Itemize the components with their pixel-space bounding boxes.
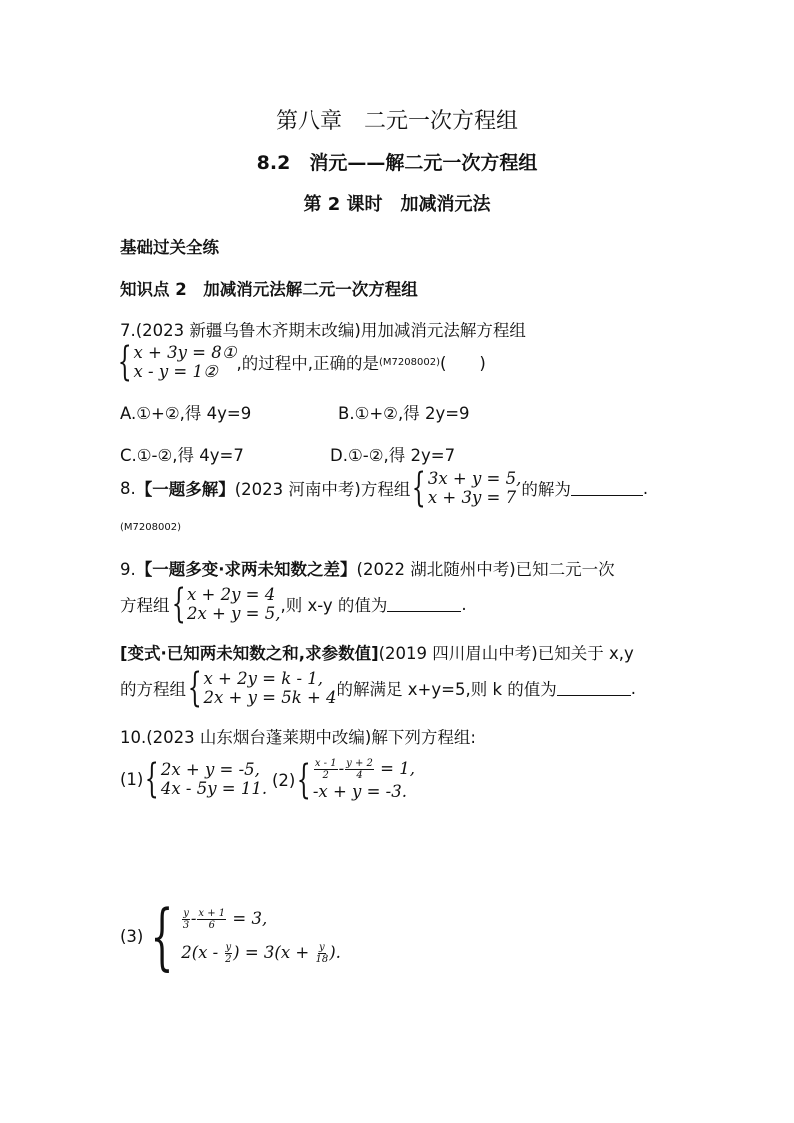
q9-prefix: 9.	[120, 560, 136, 579]
lesson-title: 第 2 课时 加减消元法	[303, 194, 491, 215]
q9-system	[170, 581, 281, 627]
q10-part1-eq2: 4x - 5y = 11.	[160, 779, 268, 798]
q9-stem: (2022 湖北随州中考)已知二元一次	[356, 560, 615, 579]
q9-line1	[120, 556, 615, 580]
q8-tag: 【一题多解】	[135, 480, 235, 499]
q7-option-d: D.①-②,得 2y=7	[330, 446, 456, 465]
q10-part3-system	[143, 894, 341, 978]
section-title: 8.2 消元——解二元一次方程组	[256, 152, 538, 174]
q10-part3-brace: {	[150, 894, 174, 978]
q9-after: ,则 x-y 的值为	[280, 596, 388, 615]
q10-part3-eq2-d: (x +	[274, 943, 315, 962]
q10-part3-frac1-den: 3	[182, 920, 190, 931]
q8-prefix: 8.	[120, 478, 136, 498]
q9-variant-eq2: 2x + y = 5k + 4	[203, 688, 337, 707]
q9-eq2: 2x + y = 5,	[186, 604, 281, 623]
q9-variant-line2	[120, 666, 636, 710]
q7-option-a: A.①+②,得 4y=9	[120, 404, 252, 423]
q9-tag: 【一题多变·求两未知数之差】	[135, 560, 357, 579]
q8-answer-blank[interactable]	[571, 481, 643, 496]
q7-option-c: C.①-②,得 4y=7	[120, 446, 244, 465]
q10-part3-eq2-c: ) = 3	[233, 943, 275, 962]
q10-part3-frac2-den: 6	[208, 920, 215, 931]
q10-stem: 10.(2023 山东烟台蓬莱期中改编)解下列方程组:	[120, 728, 476, 747]
q9-answer-blank[interactable]	[387, 597, 461, 612]
q7-option-b: B.①+②,得 2y=9	[338, 404, 470, 423]
q7-eq1: x + 3y = 8①	[133, 343, 237, 362]
q10-part2-frac1-num: x - 1	[314, 757, 337, 769]
q10-part3-frac2-num: x + 1	[198, 908, 226, 919]
practice-title: 基础过关全练	[120, 238, 219, 257]
q7-code: (M7208002)	[379, 356, 440, 368]
q7-paren: ( )	[439, 354, 486, 373]
q10-part2-eq1-rest: = 1,	[374, 758, 415, 778]
q10-part3-label: (3)	[120, 926, 144, 946]
chapter-title: 第八章 二元一次方程组	[275, 109, 518, 134]
q10-part3	[120, 894, 341, 978]
q9-variant-system	[186, 665, 337, 711]
q10-part1-eq1: 2x + y = -5,	[160, 760, 260, 779]
q10-part3-frac3-num: y	[225, 942, 232, 953]
q10-part1-brace: {	[145, 756, 160, 802]
q9-variant-stem: (2019 四川眉山中考)已知关于 x,y	[378, 644, 634, 663]
q9-variant-answer-blank[interactable]	[557, 681, 631, 696]
q8-after: 的解为	[521, 480, 571, 499]
q7-system	[116, 339, 237, 385]
q9-variant-end: .	[630, 678, 636, 698]
q9-eq1: x + 2y = 4	[186, 585, 276, 604]
q9-variant-line1	[120, 640, 634, 664]
q10-part1	[120, 756, 267, 802]
q10-part2-frac1-den: 2	[322, 769, 329, 781]
knowledge-point: 知识点 2 加减消元法解二元一次方程组	[120, 280, 418, 299]
q7-eq2: x - y = 1②	[133, 362, 218, 381]
q7-brace: {	[117, 339, 132, 385]
q9-stem2: 方程组	[120, 596, 170, 615]
q9-variant-brace: {	[187, 665, 202, 711]
q10-part2-label: (2)	[272, 770, 296, 790]
q9-end: .	[461, 594, 467, 614]
q10-part3-eq2-e: ).	[329, 943, 341, 962]
q8-code: (M7208002)	[120, 522, 181, 533]
q10-part2	[272, 754, 415, 806]
q8-stem: (2023 河南中考)方程组	[234, 480, 411, 499]
q10-part3-frac1-num: y	[183, 908, 189, 919]
q8-system	[410, 465, 522, 511]
q10-part3-eq1-rest: = 3,	[227, 909, 268, 928]
q10-part2-system	[295, 758, 415, 803]
q10-part2-brace: {	[297, 757, 312, 803]
q8-end: .	[642, 478, 649, 498]
q9-variant-tag: [变式·已知两未知数之和,求参数值]	[120, 644, 379, 663]
q10-part3-frac3-den: 2	[225, 954, 232, 965]
q10-part1-system	[143, 756, 268, 802]
q10-part1-label: (1)	[120, 769, 144, 789]
q9-variant-stem2: 的方程组	[120, 680, 186, 699]
q8-brace: {	[412, 465, 427, 511]
q10-part2-eq1: $\frac{x - 1}{2}$ - $\frac{y + 2}{4}$ = 1,	[314, 757, 415, 781]
q10-part3-eq2	[181, 936, 341, 970]
q10-part3-eq2-b: (x -	[191, 943, 224, 962]
q7-after: ,的过程中,正确的是	[236, 354, 379, 373]
q7-system-line	[116, 340, 486, 384]
q8-eq1: 3x + y = 5,	[427, 469, 522, 488]
q9-line2	[120, 582, 467, 626]
q8-line	[120, 466, 648, 510]
q9-brace: {	[171, 581, 186, 627]
q10-part2-frac2-den: 4	[356, 769, 363, 781]
q10-part2-eq2: -x + y = -3.	[312, 781, 407, 801]
q10-part3-frac4-den: 18	[315, 954, 329, 965]
q9-variant-after: 的解满足 x+y=5,则 k 的值为	[336, 680, 557, 699]
q10-part2-frac2-num: y + 2	[346, 757, 373, 769]
q9-variant-eq1: x + 2y = k - 1,	[203, 669, 324, 688]
q10-part3-frac4-num: y	[319, 942, 325, 953]
q10-part3-eq1: $\frac{y}{3}$ - $\frac{x + 1}{6}$ = 3,	[182, 908, 268, 931]
q7-stem: 7.(2023 新疆乌鲁木齐期末改编)用加减消元法解方程组	[120, 321, 526, 340]
q10-part3-eq2-a: 2	[181, 943, 192, 962]
q8-eq2: x + 3y = 7	[427, 488, 517, 507]
